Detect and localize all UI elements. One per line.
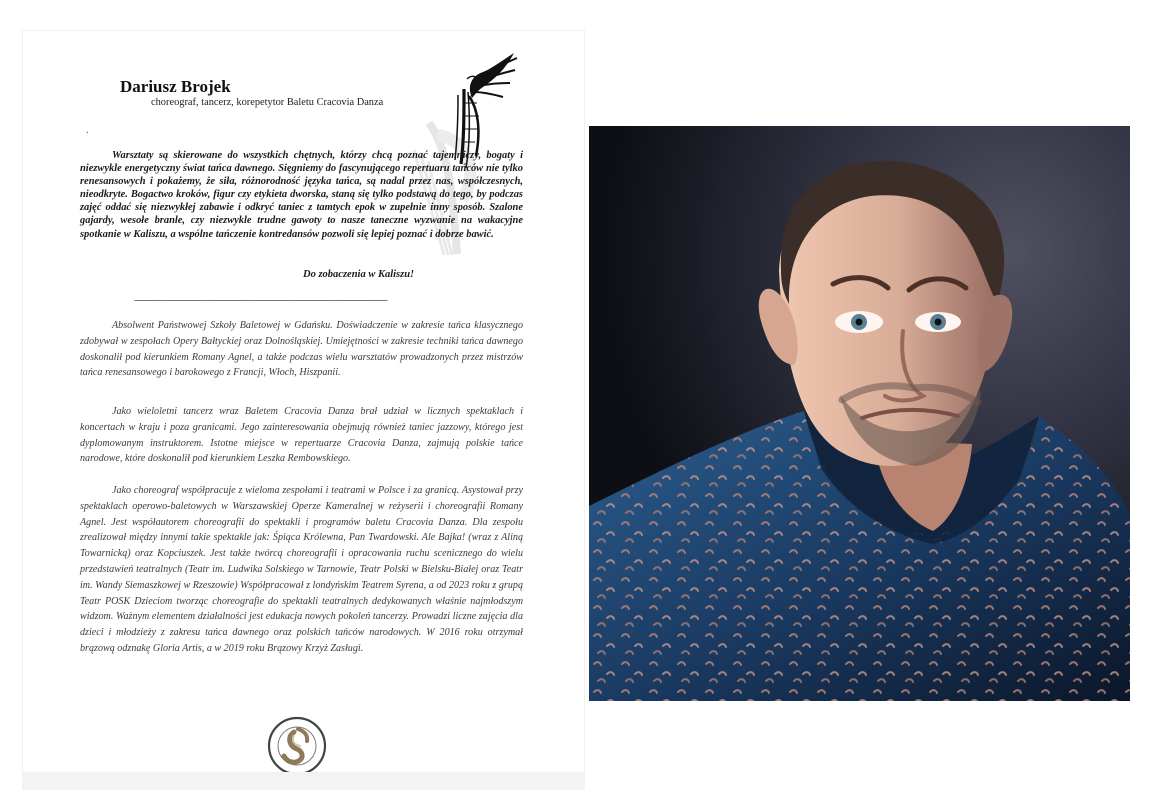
author-heading <box>120 78 420 108</box>
bio-paragraph-3: Jako choreograf współpracuje z wieloma zespołami i teatrami w Polsce i za granicą. Asystował przy spektaklach operowo-baletowych w Warszawskiej Operze Kameralnej w reżyserii i choreografii Romany Agnel. Jest współautorem choreografii do spektakli i programów baletu Cracovia Danza. Dla zespołu zrealizował między innymi takie spektakle jak: Śpiąca Królewna, Pan Twardowski. Ale Bajka! (wraz z Aliną Towarnicką) oraz Kopciuszek. Jest także twórcą choreografii i opracowania ruchu scenicznego do wielu przedstawień teatralnych (Teatr im. Ludwika Solskiego w Tarnowie, Teatr Polski w Bielsku-Białej oraz Teatr im. Wandy Siemaszkowej w Rzeszowie) Współpracował z londyńskim Teatrem Syrena, a od 2023 roku z grupą Teatr POSK Dzieciom tworząc choreografie do spektakli teatralnych dedykowanych właśnie najmłodszym widzom. Ważnym elementem działalności jest edukacja nowych pokoleń tancerzy. Prowadzi liczne zajęcia dla dzieci i młodzieży z zakresu tańca dawnego oraz polskich tańców narodowych. W 2016 roku otrzymał brązową odznakę Gloria Artis, a w 2019 roku Brązowy Krzyż Zasługi. <box>80 485 523 654</box>
document-page <box>22 30 585 790</box>
schola-cantorum-logo <box>266 715 328 777</box>
portrait-image <box>589 126 1130 701</box>
portrait-photo <box>589 126 1130 701</box>
workshop-intro: Warsztaty są skierowane do wszystkich chętnych, którzy chcą poznać tajemniczy, bogaty i niezwykle energetyczny świat tańca dawnego. Sięgniemy do fascynującego repertuaru tańców nie tylko renesansowych i pokażemy, że siła, różnorodność języka tańca, są nadal przez nas, współczesnych, nieodkryte. Bogactwo kroków, figur czy etykieta dworska, staną się tylko podstawą do tego, by podczas zajęć oddać się niezwykłej zabawie i odkryć taniec z tamtych epok w zupełnie inny sposób. Szalone gajardy, wesołe branle, czy niezwykle trudne gawoty to nasze taneczne wyzwanie na wakacyjne spotkanie w Kaliszu, a wspólne tańczenie kontredansów pozwoli się lepiej poznać i dobrze bawić. <box>80 150 523 240</box>
dashed-divider: ---------------------------------------------------------------------------------------------------- <box>134 296 388 306</box>
author-role: choreograf, tancerz, korepetytor Baletu Cracovia Danza <box>151 97 384 108</box>
author-name: Dariusz Brojek <box>120 77 231 96</box>
closing-line: Do zobaczenia w Kaliszu! <box>303 269 415 280</box>
bio-paragraph-2: Jako wieloletni tancerz wraz Baletem Cracovia Danza brał udział w licznych spektaklach i koncertach w kraju i poza granicami. Jego zainteresowania obejmują również taniec jazzowy, którego jest dyplomowanym instruktorem. Istotne miejsce w repertuarze Cracovia Danza, zajmują polskie tańce narodowe, które doskonalił pod kierunkiem Leszka Rembowskiego. <box>80 406 523 465</box>
small-dot: . <box>86 125 89 136</box>
bio-paragraph-1: Absolwent Państwowej Szkoły Baletowej w Gdańsku. Doświadczenie w zakresie tańca klasycznego zdobywał w zespołach Opery Bałtyckiej oraz Dolnośląskiej. Umiejętności w zakresie techniki tańca dawnego doskonalił pod kierunkiem Romany Agnel, a także podczas wielu warsztatów prowadzonych przez mistrzów tańca renesansowego i barokowego z Francji, Włoch, Hiszpanii. <box>80 320 523 379</box>
